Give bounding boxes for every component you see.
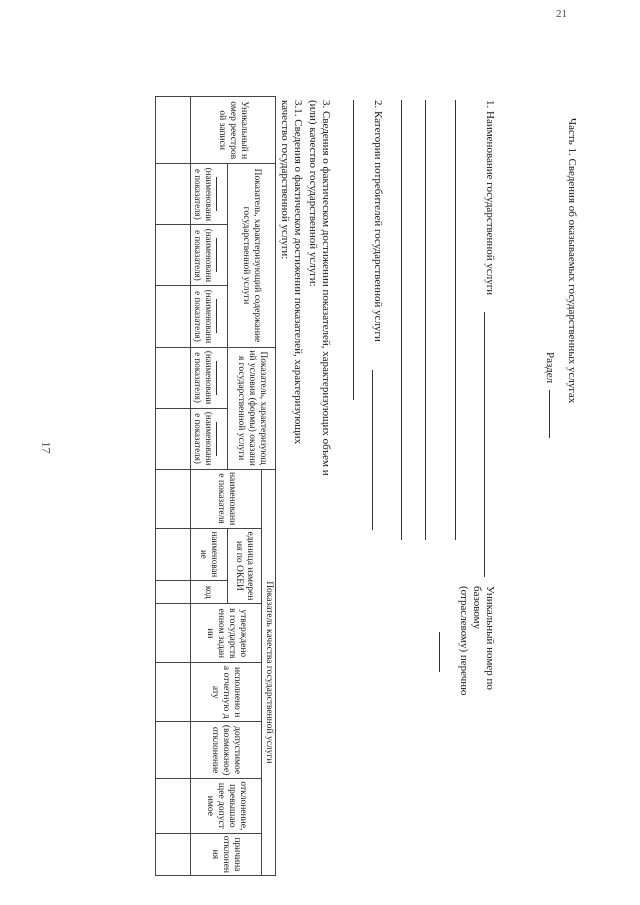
sub-indicator-3-blank [217, 299, 226, 333]
sub-indicator-1 [191, 164, 228, 225]
sub-indicator-2-blank [217, 238, 226, 272]
consumer-categories-blank [372, 370, 373, 530]
data-cell [156, 469, 191, 528]
section-heading [543, 352, 556, 438]
consumer-categories-label: 2. Категории потребителей государственной услуги [372, 100, 384, 342]
data-cell [156, 581, 191, 604]
header-approved: утверждено в государственном задании [191, 604, 262, 663]
data-cell [156, 779, 191, 834]
data-cell [156, 663, 191, 722]
service-name-label: 1. Наименование государственной услуги [484, 100, 496, 296]
service-name-blank-3 [425, 100, 426, 540]
sub-indicator-5 [191, 408, 228, 469]
header-unit-name: наименование [191, 528, 228, 581]
section3-line1: 3. Сведения о фактическом достижении показателей, характеризующих объем и [320, 100, 332, 476]
header-unit-code: код [191, 581, 228, 604]
service-name-blank-4 [401, 100, 402, 540]
header-quality-indicator: Показатель качества государственной услуги [262, 469, 276, 875]
data-cell [156, 528, 191, 581]
header-content-indicator: Показатель, характеризующий содержание государственной услуги [228, 164, 276, 347]
sub-indicator-3-text: (наименование показателя) [193, 289, 215, 344]
data-cell [156, 286, 191, 347]
unique-number-label: Уникальный номер по базовому (отраслевому) перечню [458, 586, 496, 696]
quality-indicators-table [155, 96, 276, 876]
part-title: Часть 1. Сведения об оказываемых государственных услугах [566, 118, 578, 404]
data-cell [156, 347, 191, 408]
header-unit: единица измерения по ОКЕИ [228, 528, 262, 604]
service-name-line [483, 100, 496, 295]
unique-number-blank [439, 632, 440, 672]
data-cell [156, 97, 191, 164]
header-indicator-name: наименование показателя [191, 469, 262, 528]
consumer-categories-blank-2 [353, 100, 354, 400]
page-number-bottom: 17 [39, 441, 54, 454]
service-name-blank-2 [455, 100, 456, 540]
service-name-blank [484, 312, 485, 577]
sub-indicator-2-text: (наименование показателя) [193, 228, 215, 283]
header-deviation-reason: причина отклонения [191, 833, 262, 875]
sub-indicator-4-text: (наименование показателя) [193, 350, 215, 405]
page-number-top: 21 [556, 8, 567, 20]
sub-indicator-1-blank [217, 177, 226, 211]
section-label: Раздел [544, 352, 556, 384]
sub-indicator-3 [191, 286, 228, 347]
data-cell [156, 164, 191, 225]
header-allowed-deviation: допустимое (возможное) отклонение [191, 722, 262, 779]
data-cell [156, 408, 191, 469]
data-cell [156, 604, 191, 663]
sub-indicator-1-text: (наименование показателя) [193, 167, 215, 222]
section3-line2: (или) качество государственной услуги: [307, 100, 319, 287]
sub-indicator-5-blank [217, 422, 226, 456]
data-cell [156, 722, 191, 779]
section31-line2: качество государственной услуги: [279, 100, 291, 260]
header-conditions-indicator: Показатель, характеризующий условия (формы) оказания государственной услуги [228, 347, 276, 469]
sub-indicator-5-text: (наименование показателя) [193, 411, 215, 466]
section31-line1: 3.1. Сведения о фактическом достижении показателей, характеризующих [292, 100, 304, 445]
sub-indicator-2 [191, 225, 228, 286]
header-executed: исполнено на отчетную дату [191, 663, 262, 722]
header-deviation-excess: отклонение, превышающее допустимое [191, 779, 262, 834]
sub-indicator-4 [191, 347, 228, 408]
data-cell [156, 833, 191, 875]
sub-indicator-4-blank [217, 361, 226, 395]
section-number-blank [549, 390, 550, 438]
header-registry-number: Уникальный номер реестровой записи [191, 97, 276, 164]
data-cell [156, 225, 191, 286]
